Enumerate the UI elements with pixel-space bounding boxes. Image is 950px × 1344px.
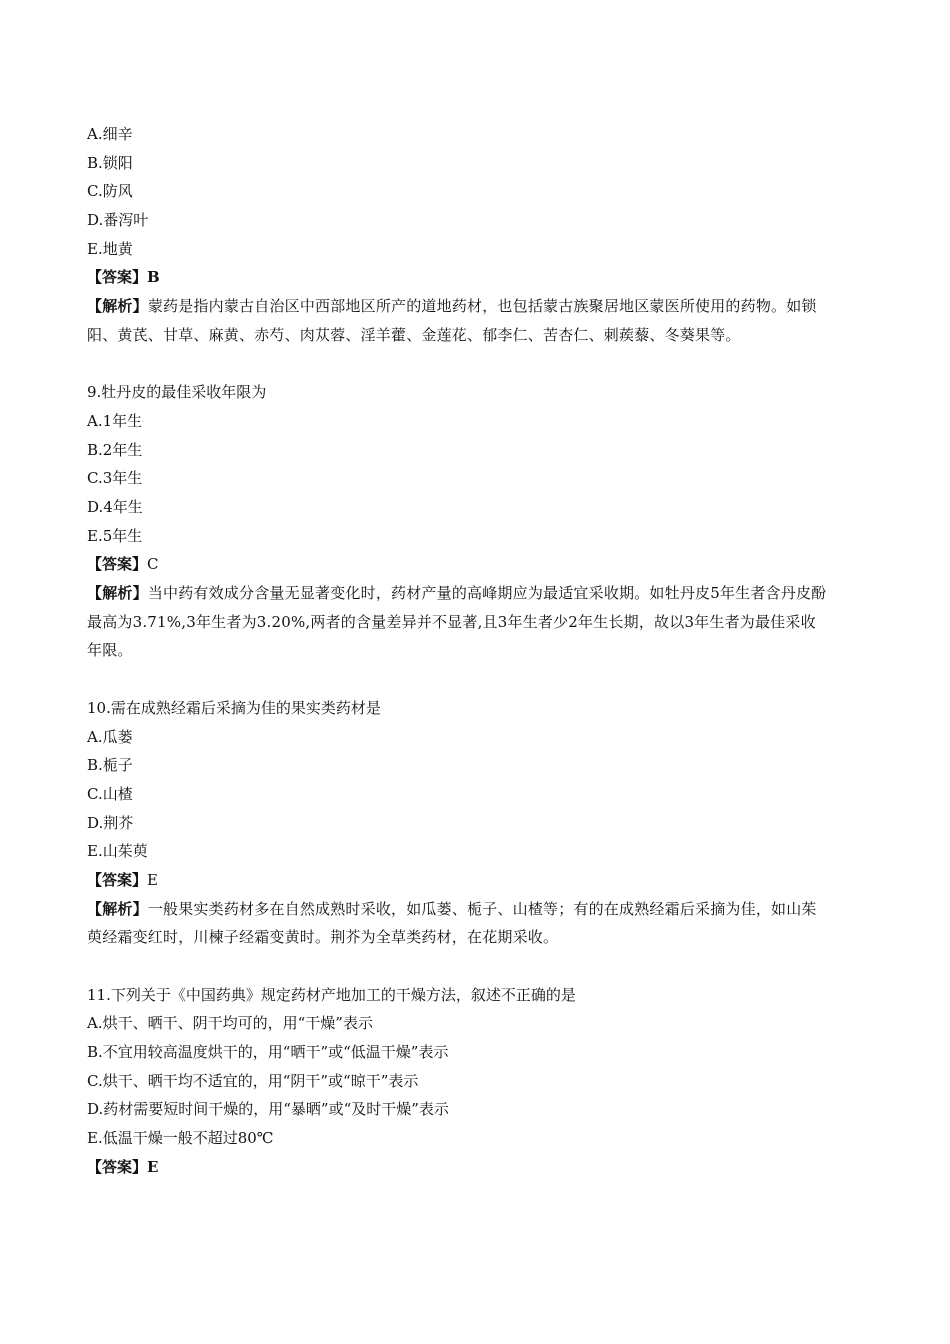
answer-value: E [147, 870, 158, 889]
question-stem: 9.牡丹皮的最佳采收年限为 [87, 383, 267, 402]
analysis-text: 蒙药是指内蒙古自治区中西部地区所产的道地药材，也包括蒙古族聚居地区蒙医所使用的药物。如锁阳、黄芪、甘草、麻黄、赤芍、肉苁蓉、淫羊藿、金莲花、郁李仁、苦杏仁、刺蒺藜、冬葵果等。 [87, 297, 817, 344]
option-a: A.瓜蒌 [87, 727, 133, 746]
answer-label: 【答案】 [87, 1157, 148, 1176]
answer-label: 【答案】 [87, 555, 148, 574]
question-stem: 11.下列关于《中国药典》规定药材产地加工的干燥方法，叙述不正确的是 [87, 985, 576, 1004]
option-d: D.荆芥 [87, 813, 134, 832]
option-b: B.2年生 [87, 440, 143, 459]
analysis-text: 一般果实类药材多在自然成熟时采收，如瓜蒌、栀子、山楂等；有的在成熟经霜后采摘为佳，如山茱萸经霜变红时，川楝子经霜变黄时。荆芥为全草类药材，在花期采收。 [87, 899, 817, 947]
option-d: D.番泻叶 [87, 211, 149, 230]
answer-value: B [147, 268, 160, 287]
question-stem: 10.需在成熟经霜后采摘为佳的果实类药材是 [87, 698, 381, 717]
option-c: C.山楂 [87, 784, 133, 803]
document-page [87, 120, 827, 1182]
option-b: B.栀子 [87, 756, 133, 775]
spacer [87, 665, 827, 694]
answer-value: C [147, 555, 159, 574]
analysis-label: 【解析】 [87, 899, 148, 918]
option-e: E.5年生 [87, 526, 143, 545]
option-c: C.3年生 [87, 469, 143, 488]
analysis-paragraph [87, 895, 827, 952]
analysis-text: 当中药有效成分含量无显著变化时，药材产量的高峰期应为最适宜采收期。如牡丹皮5年生者含丹皮酚最高为3.71%,3年生者为3.20%,两者的含量差异并不显著,且3年生者少2年生长期，故以3年生者为最佳采收年限。 [87, 584, 827, 660]
question-block-9 [87, 378, 827, 665]
option-d: D.4年生 [87, 497, 143, 516]
answer-value: E [147, 1157, 159, 1176]
answer-line [87, 866, 827, 895]
question-block-8 [87, 120, 827, 350]
question-block-11 [87, 981, 827, 1182]
option-d: D.药材需要短时间干燥的，用“暴晒”或“及时干燥”表示 [87, 1100, 449, 1119]
analysis-label: 【解析】 [87, 297, 148, 316]
option-b: B.不宜用较高温度烘干的，用“晒干”或“低温干燥”表示 [87, 1043, 449, 1062]
answer-label: 【答案】 [87, 268, 148, 287]
answer-label: 【答案】 [87, 870, 148, 889]
option-a: A.1年生 [87, 411, 143, 430]
option-c: C.烘干、晒干均不适宜的，用“阴干”或“晾干”表示 [87, 1071, 419, 1090]
option-c: C.防风 [87, 182, 133, 201]
option-a: A.细辛 [87, 125, 133, 143]
option-e: E.低温干燥一般不超过80℃ [87, 1129, 274, 1148]
option-e: E.地黄 [87, 239, 133, 258]
answer-line [87, 263, 827, 292]
spacer [87, 350, 827, 379]
answer-line [87, 550, 827, 579]
option-b: B.锁阳 [87, 153, 133, 172]
option-e: E.山茱萸 [87, 842, 148, 861]
option-a: A.烘干、晒干、阴干均可的，用“干燥”表示 [87, 1014, 373, 1033]
spacer [87, 952, 827, 981]
answer-line [87, 1153, 827, 1182]
analysis-paragraph [87, 292, 827, 349]
question-block-10 [87, 694, 827, 952]
analysis-label: 【解析】 [87, 584, 148, 603]
analysis-paragraph [87, 579, 827, 665]
